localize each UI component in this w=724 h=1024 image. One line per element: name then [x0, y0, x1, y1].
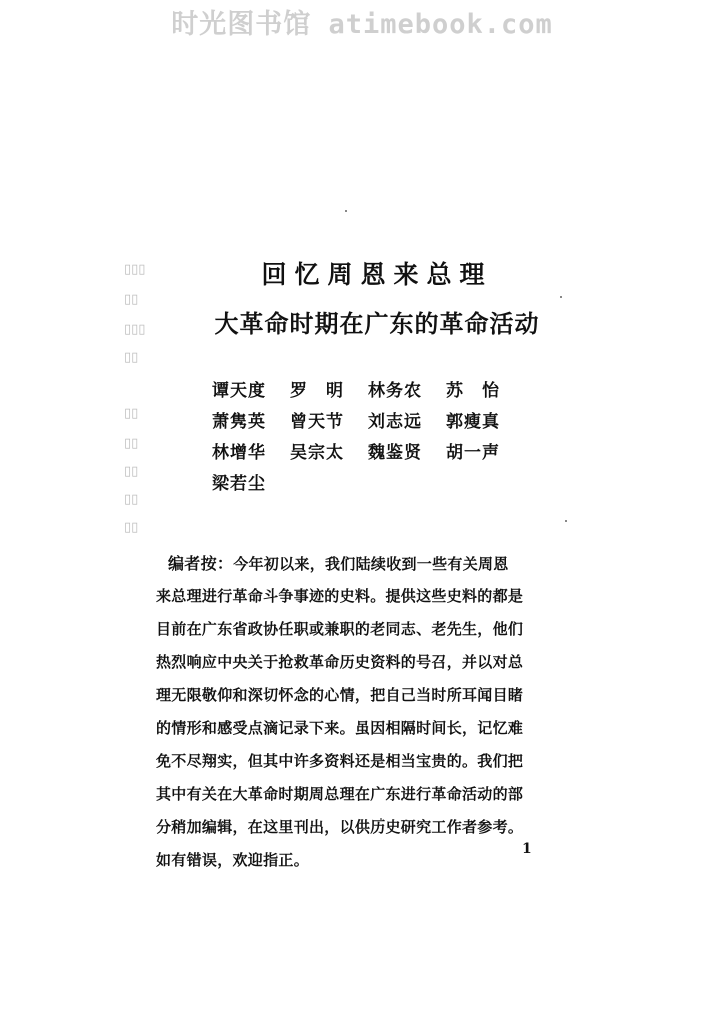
margin-bleed-mark: ▯▯: [124, 350, 139, 365]
author-list: [212, 376, 552, 500]
margin-bleed-mark: ▯▯: [124, 292, 139, 307]
author-name: 吴宗太: [290, 443, 344, 463]
margin-bleed-mark: ▯▯▯: [124, 262, 146, 277]
editor-note: [148, 547, 578, 877]
author-name: 林务农: [368, 381, 422, 401]
author-row: [212, 407, 552, 438]
author-name: 刘志远: [368, 412, 422, 432]
margin-bleed-mark: ▯▯: [124, 492, 139, 507]
page-subtitle: 大革命时期在广东的革命活动: [214, 310, 540, 338]
editor-note-line: 的情形和感受点滴记录下来。虽因相隔时间长，记忆难: [156, 719, 524, 737]
author-name: 苏 怡: [446, 381, 500, 401]
watermark: 时光图书馆 atimebook.com: [171, 9, 553, 40]
editor-note-text: 今年初以来，我们陆续收到一些有关周恩: [233, 555, 509, 573]
page-number: 1: [522, 841, 532, 857]
author-name: 梁若尘: [212, 474, 266, 494]
margin-bleed-mark: ▯▯: [124, 464, 139, 479]
author-name: 林增华: [212, 443, 266, 463]
editor-note-line: 来总理进行革命斗争事迹的史料。提供这些史料的都是: [156, 587, 524, 605]
editor-note-line: 其中有关在大革命时期周总理在广东进行革命活动的部: [156, 785, 524, 803]
margin-bleed-mark: ▯▯▯: [124, 322, 146, 337]
page-title: 回忆周恩来总理: [261, 260, 493, 289]
editor-note-line: 如有错误，欢迎指正。: [156, 851, 310, 869]
author-name: 谭天度: [212, 381, 266, 401]
editor-note-line: 免不尽翔实，但其中许多资料还是相当宝贵的。我们把: [156, 752, 524, 770]
editor-note-line: 理无限敬仰和深切怀念的心情，把自己当时所耳闻目睹: [156, 686, 524, 704]
margin-bleed-mark: ▯▯: [124, 436, 139, 451]
editor-note-line: 目前在广东省政协任职或兼职的老同志、老先生，他们: [156, 620, 524, 638]
author-name: 萧隽英: [212, 412, 266, 432]
author-name: 魏鉴贤: [368, 443, 422, 463]
author-name: 胡一声: [446, 443, 500, 463]
author-name: 曾天节: [290, 412, 344, 432]
author-row: [212, 438, 552, 469]
editor-note-label: 编者按：: [168, 554, 234, 573]
author-row: [212, 376, 552, 407]
margin-bleed-mark: ▯▯: [124, 406, 139, 421]
scan-speck: [345, 210, 347, 212]
author-name: 郭瘦真: [446, 412, 500, 432]
scan-speck: [565, 520, 567, 522]
margin-bleed-mark: ▯▯: [124, 520, 139, 535]
scan-speck: [560, 296, 562, 298]
editor-note-line: 热烈响应中央关于抢救革命历史资料的号召，并以对总: [156, 653, 524, 671]
author-name: 罗 明: [290, 381, 344, 401]
author-row: [212, 469, 552, 500]
editor-note-line: [148, 547, 578, 580]
editor-note-line: 分稍加编辑，在这里刊出，以供历史研究工作者参考。: [156, 818, 524, 836]
